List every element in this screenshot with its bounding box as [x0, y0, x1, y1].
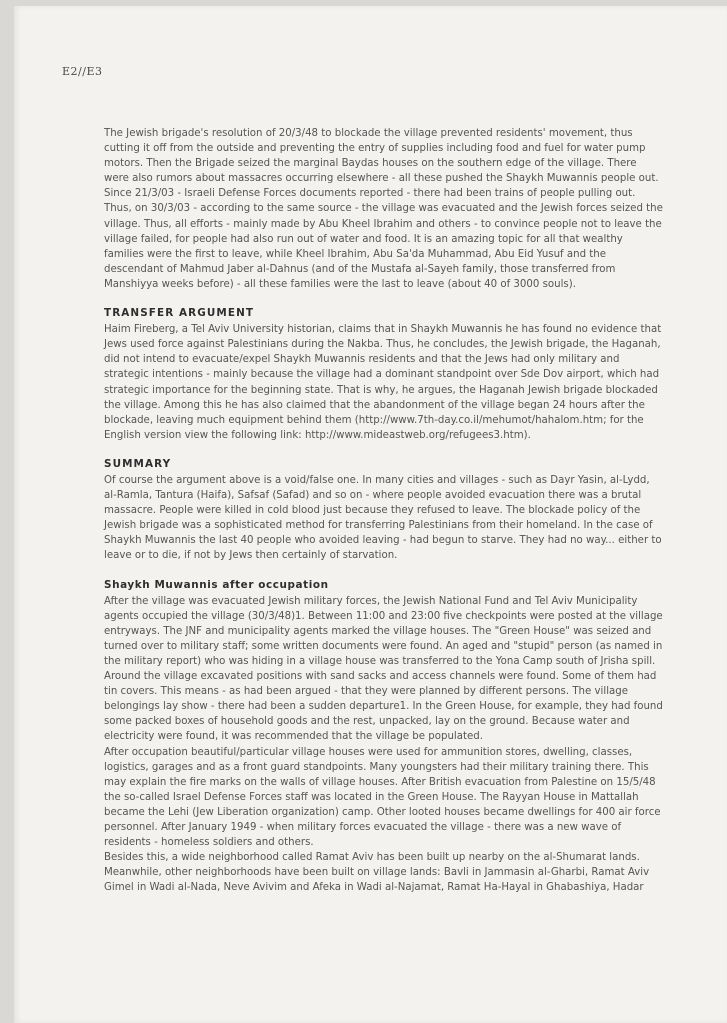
section-summary [104, 457, 664, 564]
section-paragraph: After occupation beautiful/particular village houses were used for ammunition stores, dwelling, classes, logistics, garages and as a front guard standpoints. Many youngsters had their military training there. This may explain the fire marks on the walls of village houses. After British evacuation from Palestine on 15/5/48 the so-called Israel Defense Forces staff was located in the Green House. The Rayyan House in Mattallah became the Lehi (Jew Liberation organization) camp. Other looted houses became dwellings for 400 air force personnel. After January 1949 - when military forces evacuated the village - there was a new wave of residents - homeless soldiers and others. [104, 746, 661, 849]
intro-paragraph: The Jewish brigade's resolution of 20/3/48 to blockade the village prevented residents' movement, thus cutting it off from the outside and preventing the entry of supplies including food and fuel for water pump motors. Then the Brigade seized the marginal Baydas houses on the southern edge of the village. There were also rumors about massacres occurring elsewhere - all these pushed the Shaykh Muwannis people out. Since 21/3/03 - Israeli Defense Forces documents reported - there had been trains of people pulling out. Thus, on 30/3/03 - according to the same source - the village was evacuated and the Jewish forces seized the village. Thus, all efforts - mainly made by Abu Kheel Ibrahim and others - to convince people not to leave the village failed, for people had also run out of water and food. It is an amazing topic for all that wealthy families were the first to leave, while Kheel Ibrahim, Abu Sa'da Muhammad, Abu Eid Yusuf and the descendant of Mahmud Jaber al-Dahnus (and of the Mustafa al-Sayeh family, those transferred from Manshiyya weeks before) - all these families were the last to leave (about 40 of 3000 souls). [104, 128, 663, 290]
section-heading: Shaykh Muwannis after occupation [104, 578, 329, 591]
section-paragraph: Of course the argument above is a void/false one. In many cities and villages - such as Dayr Yasin, al-Lydd, al-Ramla, Tantura (Haifa), Safsaf (Safad) and so on - where people avoided evacuation there was a brutal massacre. People were killed in cold blood just because they refused to leave. The blockade policy of the Jewish brigade was a sophisticated method for transferring Palestinians from their homeland. In the case of Shaykh Muwannis the last 40 people who avoided leaving - had begun to starve. They had no way... either to leave or to die, if not by Jews then certainly of starvation. [104, 474, 662, 562]
section-paragraph: After the village was evacuated Jewish military forces, the Jewish National Fund and Tel Aviv Municipality agents occupied the village (30/3/48)1. Between 11:00 and 23:00 five checkpoints were posted at the village entryways. The JNF and municipality agents marked the village houses. The "Green House" was seized and turned over to military staff; some written documents were found. An aged and "stupid" person (as named in the military report) who was hiding in a village house was transferred to the Yona Camp south of Jrisha spill. Around the village excavated positions with sand sacks and access channels were found. Some of them had tin covers. This means - as had been argued - that they were planned by different persons. The village belongings lay show - there had been a sudden departure1. In the Green House, for example, they had found some packed boxes of household goods and the rest, unpacked, lay on the ground. Because water and electricity were found, it was recommended that the village be populated. [104, 595, 663, 743]
intro-section [104, 126, 664, 292]
section-heading: SUMMARY [104, 457, 172, 470]
section-paragraph: Besides this, a wide neighborhood called Ramat Aviv has been built up nearby on the al-Shumarat lands. Meanwhile, other neighborhoods have been built on village lands: Bavli in Jammasin al-Gharbi, Ramat Aviv Gimel in Wadi al-Nada, Neve Avivim and Afeka in Wadi al-Najamat, Ramat Ha-Hayal in Ghabashiya, Hadar [104, 852, 650, 894]
section-after-occupation [104, 578, 664, 896]
section-heading: TRANSFER ARGUMENT [104, 307, 255, 320]
section-transfer-argument [104, 306, 664, 443]
page-number: E2//E3 [62, 65, 103, 78]
section-paragraph: Haim Fireberg, a Tel Aviv University historian, claims that in Shaykh Muwannis he has found no evidence that Jews used force against Palestinians during the Nakba. Thus, he concludes, the Jewish brigade, the Haganah, did not intend to evacuate/expel Shaykh Muwannis residents and that the Jews had only military and strategic intentions - mainly because the village had a dominant standpoint over Sde Dov airport, which had strategic importance for the beginning state. That is why, he argues, the Haganah Jewish brigade blockaded the village. Among this he has also claimed that the abandonment of the village began 24 hours after the blockade, leaving much equipment behind them (http://www.7th-day.co.il/mehumot/hahalom.htm; for the English version view the following link: http://www.mideastweb.org/refugees3.htm). [104, 324, 662, 441]
document-body [104, 126, 664, 910]
document-page [14, 6, 727, 1023]
